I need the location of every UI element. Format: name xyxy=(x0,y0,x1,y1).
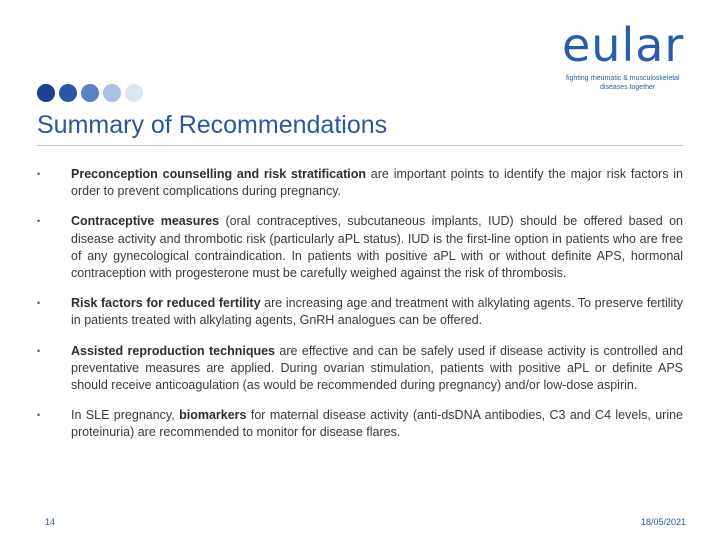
recommendation-bold: Risk factors for reduced fertility xyxy=(71,296,261,311)
recommendation-lead: In SLE pregnancy, xyxy=(71,408,180,423)
bullet-icon: • xyxy=(37,298,41,309)
recommendation-text: are effective and can be safely used if disease activity is controlled and preventative measures are applied. During ovarian stimulation, patients with positive aPL or definite APS should receive anticoagulation (as would be recommended during pregnancy) and/or low-dose aspirin. xyxy=(71,343,683,393)
dot-icon xyxy=(59,84,77,102)
dot-icon xyxy=(103,84,121,102)
recommendation-text: for maternal disease activity (anti-dsDNA antibodies, C3 and C4 levels, urine proteinuria) are recommended to monitor for disease flares. xyxy=(71,408,684,440)
slide-date: 18/05/2021 xyxy=(640,517,686,527)
title-divider xyxy=(37,145,683,146)
logo-wordmark: eular xyxy=(562,18,685,72)
recommendation-item xyxy=(37,407,683,441)
dot-icon xyxy=(37,84,55,102)
logo-tagline-line2: diseases together xyxy=(600,84,656,91)
logo-tagline-line1: fighting rheumatic & musculoskeletal xyxy=(566,75,680,82)
page-number: 14 xyxy=(45,517,56,527)
recommendation-text: (oral contraceptives, subcutaneous implants, IUD) should be offered based on disease activity and thrombotic risk (particularly aPL status). IUD is the first-line option in patients who are free of any gynecological contraindication. In patients with positive aPL with or without definite APS, hormonal contraception with progesterone must be carefully weighed against the risk of thrombosis. xyxy=(71,214,683,281)
eular-logo xyxy=(562,18,702,92)
recommendation-bold: Assisted reproduction techniques xyxy=(71,343,275,358)
recommendation-item xyxy=(37,295,683,329)
page-title: Summary of Recommendations xyxy=(37,111,388,139)
bullet-icon: • xyxy=(37,410,41,421)
recommendation-text: are increasing age and treatment with alkylating agents. To preserve fertility in patients treated with alkylating agents, GnRH analogues can be offered. xyxy=(71,296,683,328)
recommendation-bold: Contraceptive measures xyxy=(71,214,220,229)
bullet-icon: • xyxy=(37,345,41,356)
recommendation-item xyxy=(37,213,683,282)
bullet-icon: • xyxy=(37,216,41,227)
dot-icon xyxy=(125,84,143,102)
recommendation-bold: Preconception counselling and risk stratification xyxy=(71,167,366,181)
recommendation-item xyxy=(37,166,683,200)
recommendation-text: are important points to identify the major risk factors in order to prevent complications during pregnancy. xyxy=(71,167,683,199)
logo-tagline xyxy=(562,74,702,92)
recommendations-list xyxy=(37,166,683,455)
bullet-icon: • xyxy=(37,169,41,179)
dot-icon xyxy=(81,84,99,102)
recommendation-item xyxy=(37,343,683,395)
recommendation-bold: biomarkers xyxy=(179,408,247,423)
